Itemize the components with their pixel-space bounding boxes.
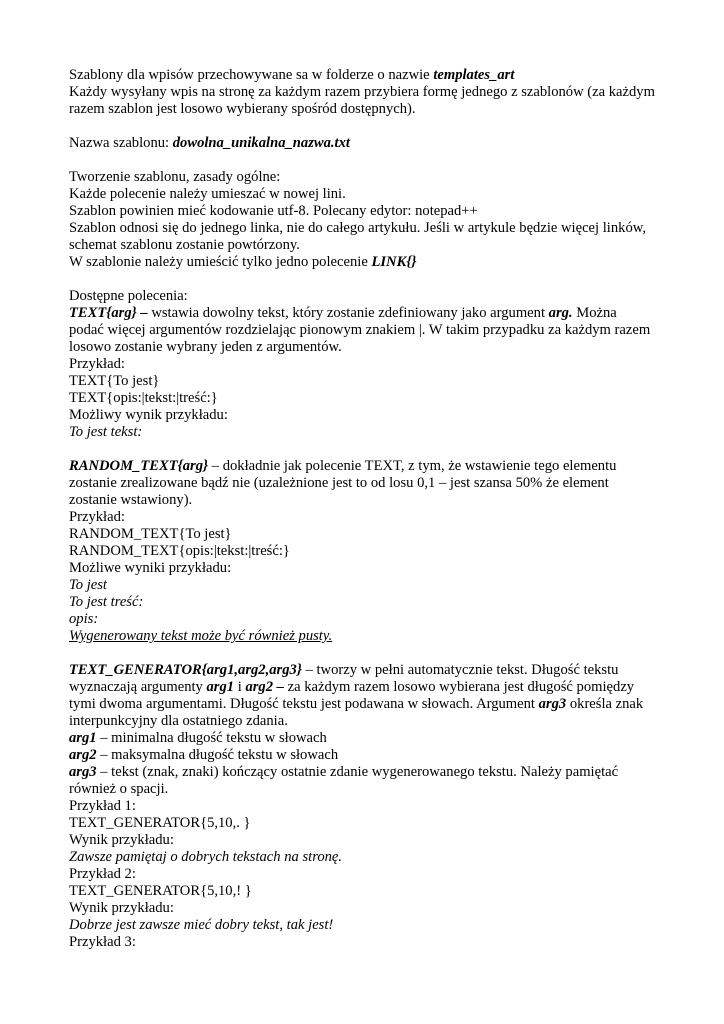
arg-name: arg1	[206, 679, 235, 695]
rule-2: Szablon powinien mieć kodowanie utf-8. Polecany edytor: notepad++	[69, 203, 478, 219]
result-text: Zawsze pamiętaj o dobrych tekstach na stronę.	[69, 849, 343, 865]
example-label: Przykład 2:	[69, 866, 136, 882]
example-code: TEXT{opis:|tekst:|treść:}	[69, 390, 218, 406]
gen-cmd-desc: – tworzy w pełni automatycznie tekst. Długość tekstu	[301, 662, 619, 678]
arg-name: arg1	[69, 730, 97, 746]
gen-cmd-line-2	[69, 679, 669, 696]
result-label: Wynik przykładu:	[69, 900, 174, 916]
arg-name: arg2	[69, 747, 97, 763]
arg-name: arg2 –	[245, 679, 284, 695]
commands-title: Dostępne polecenia:	[69, 288, 188, 304]
text-cmd-line-3: losowo zostanie wybrany jeden z argumentów.	[69, 339, 342, 355]
rule-1: Każde polecenie należy umieszać w nowej lini.	[69, 186, 346, 202]
gen-cmd-desc: i	[234, 679, 246, 695]
gen-cmd-line-1	[69, 662, 669, 679]
folder-name: templates_art	[433, 67, 515, 83]
example-code: RANDOM_TEXT{opis:|tekst:|treść:}	[69, 543, 290, 559]
gen-cmd-desc: za każdym razem losowo wybierana jest długość pomiędzy	[283, 679, 635, 695]
random-cmd-line-2: zostanie zrealizowane bądź nie (uzależnione jest to od losu 0,1 – jest szansa 50% że element	[69, 475, 609, 491]
rule-3: Szablon odnosi się do jednego linka, nie do całego artykułu. Jeśli w artykule będzie więcej linków,	[69, 220, 646, 236]
spacer	[69, 271, 669, 288]
arg-name: arg3	[69, 764, 97, 780]
random-cmd-line-3: zostanie wstawiony).	[69, 492, 193, 508]
spacer	[69, 152, 669, 169]
result-text: To jest	[69, 577, 107, 593]
result-text: To jest tekst:	[69, 424, 143, 440]
rule-5	[69, 254, 669, 271]
text-cmd-line-1	[69, 305, 669, 322]
arg3-line	[69, 764, 669, 781]
intro-line-3: razem szablon jest losowo wybierany spośród dostępnych).	[69, 101, 416, 117]
arg-desc: – minimalna długość tekstu w słowach	[96, 730, 327, 746]
example-label: Przykład:	[69, 356, 125, 372]
result-label: Możliwe wyniki przykładu:	[69, 560, 232, 576]
example-code: TEXT_GENERATOR{5,10,. }	[69, 815, 251, 831]
gen-cmd-line-3	[69, 696, 669, 713]
result-label: Możliwy wynik przykładu:	[69, 407, 228, 423]
result-label: Wynik przykładu:	[69, 832, 174, 848]
text-cmd-desc-end: Można	[572, 305, 617, 321]
gen-cmd-line-4: interpunkcyjny dla ostatniego zdania.	[69, 713, 288, 729]
rule-4: schemat szablonu zostanie powtórzony.	[69, 237, 300, 253]
random-cmd-desc: – dokładnie jak polecenie TEXT, z tym, że wstawienie tego elementu	[208, 458, 617, 474]
result-text: To jest treść:	[69, 594, 144, 610]
rules-title: Tworzenie szablonu, zasady ogólne:	[69, 169, 281, 185]
example-code: RANDOM_TEXT{To jest}	[69, 526, 232, 542]
intro-text: Szablony dla wpisów przechowywane sa w folderze o nazwie	[69, 67, 434, 83]
result-note: Wygenerowany tekst może być również pusty.	[69, 628, 333, 644]
example-label: Przykład:	[69, 509, 125, 525]
gen-cmd-desc: wyznaczają argumenty	[69, 679, 207, 695]
gen-cmd-desc: określa znak	[566, 696, 644, 712]
example-code: TEXT_GENERATOR{5,10,! }	[69, 883, 252, 899]
result-text: Dobrze jest zawsze mieć dobry tekst, tak jest!	[69, 917, 334, 933]
template-name-value: dowolna_unikalna_nazwa.txt	[172, 135, 350, 151]
gen-cmd-name: TEXT_GENERATOR{arg1,arg2,arg3}	[69, 662, 302, 678]
arg-desc: – maksymalna długość tekstu w słowach	[96, 747, 339, 763]
random-cmd-name: RANDOM_TEXT{arg}	[69, 458, 209, 474]
text-cmd-line-2: podać więcej argumentów rozdzielając pionowym znakiem |. W takim przypadku za każdym razem	[69, 322, 651, 338]
example-label: Przykład 1:	[69, 798, 136, 814]
template-name-line	[69, 135, 669, 152]
random-cmd-line-1	[69, 458, 669, 475]
text-cmd-name: TEXT{arg} –	[69, 305, 152, 321]
result-text: opis:	[69, 611, 99, 627]
arg3-line-2: również o spacji.	[69, 781, 169, 797]
arg-name: arg.	[548, 305, 573, 321]
example-code: TEXT{To jest}	[69, 373, 160, 389]
arg-desc: – tekst (znak, znaki) kończący ostatnie zdanie wygenerowanego tekstu. Należy pamiętać	[96, 764, 619, 780]
intro-line-1	[69, 67, 669, 84]
template-name-label: Nazwa szablonu:	[69, 135, 173, 151]
text-cmd-desc: wstawia dowolny tekst, który zostanie zdefiniowany jako argument	[151, 305, 549, 321]
rule-5-text: W szablonie należy umieścić tylko jedno polecenie	[69, 254, 372, 270]
spacer	[69, 645, 669, 662]
arg2-line	[69, 747, 669, 764]
spacer	[69, 118, 669, 135]
intro-line-2: Każdy wysyłany wpis na stronę za każdym razem przybiera formę jednego z szablonów (za każdym	[69, 84, 655, 100]
example-label: Przykład 3:	[69, 934, 136, 950]
link-command: LINK{}	[371, 254, 417, 270]
document-page	[69, 67, 669, 951]
gen-cmd-desc: tymi dwoma argumentami. Długość tekstu jest podawana w słowach. Argument	[69, 696, 539, 712]
arg1-line	[69, 730, 669, 747]
spacer	[69, 441, 669, 458]
arg-name: arg3	[538, 696, 567, 712]
